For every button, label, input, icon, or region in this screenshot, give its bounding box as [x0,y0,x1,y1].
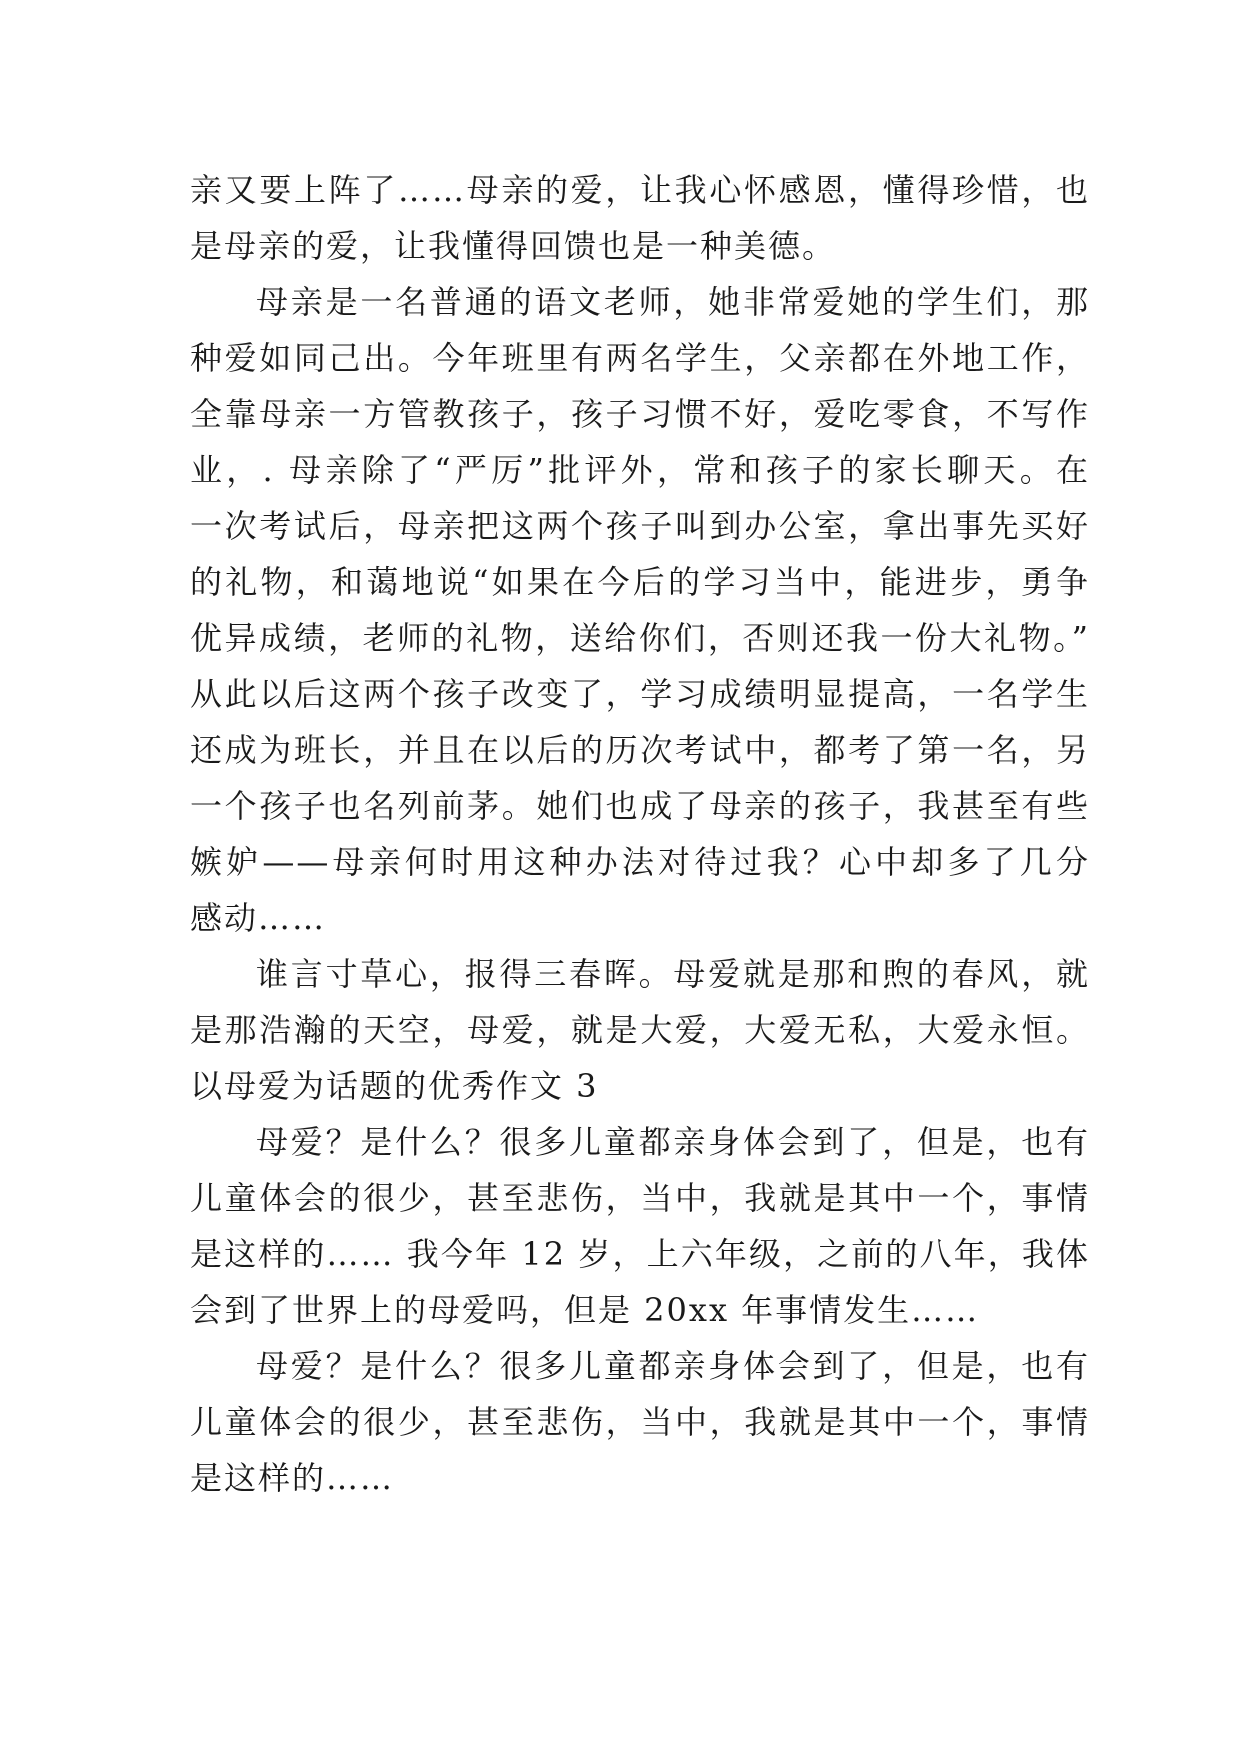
text-line: 全靠母亲一方管教孩子，孩子习惯不好，爱吃零食，不写作 [190,395,1090,433]
heading-text: 以母爱为话题的优秀作文 3 [190,1067,599,1105]
text-line: 母亲是一名普通的语文老师，她非常爱她的学生们，那 [256,283,1090,321]
text-line: 儿童体会的很少，甚至悲伤，当中，我就是其中一个，事情 [190,1179,1090,1217]
text-line: 亲又要上阵了……母亲的爱，让我心怀感恩，懂得珍惜，也 [190,171,1090,209]
text-line: 还成为班长，并且在以后的历次考试中，都考了第一名，另 [190,731,1090,769]
text-line: 的礼物，和蔼地说“如果在今后的学习当中，能进步，勇争 [190,563,1090,601]
text-line: 嫉妒——母亲何时用这种办法对待过我？心中却多了几分 [190,843,1090,881]
text-line: 母爱？是什么？很多儿童都亲身体会到了，但是，也有 [256,1123,1090,1161]
paragraph [190,274,1090,946]
essay-text [190,162,1090,1506]
text-line: 母爱？是什么？很多儿童都亲身体会到了，但是，也有 [256,1347,1090,1385]
text-line: 业，. 母亲除了“严厉”批评外，常和孩子的家长聊天。在 [190,451,1090,489]
text-line: 优异成绩，老师的礼物，送给你们，否则还我一份大礼物。” [190,619,1090,657]
essay-heading [190,1058,1090,1114]
text-line: 种爱如同己出。今年班里有两名学生，父亲都在外地工作， [190,339,1090,377]
paragraph [190,162,1090,274]
text-line: 儿童体会的很少，甚至悲伤，当中，我就是其中一个，事情 [190,1403,1090,1441]
text-line: 是母亲的爱，让我懂得回馈也是一种美德。 [190,227,837,265]
text-line: 是这样的…… [190,1459,395,1497]
text-line: 是这样的…… 我今年 12 岁，上六年级，之前的八年，我体 [190,1235,1090,1273]
text-line: 是那浩瀚的天空，母爱，就是大爱，大爱无私，大爱永恒。 [190,1011,1090,1049]
text-line: 谁言寸草心，报得三春晖。母爱就是那和煦的春风，就 [256,955,1090,993]
text-line: 从此以后这两个孩子改变了，学习成绩明显提高，一名学生 [190,675,1090,713]
text-line: 一个孩子也名列前茅。她们也成了母亲的孩子，我甚至有些 [190,787,1090,825]
paragraph [190,1114,1090,1338]
text-line: 会到了世界上的母爱吗，但是 20xx 年事情发生…… [190,1291,980,1329]
text-line: 一次考试后，母亲把这两个孩子叫到办公室，拿出事先买好 [190,507,1090,545]
paragraph [190,1338,1090,1506]
text-line: 感动…… [190,899,327,937]
paragraph [190,946,1090,1058]
